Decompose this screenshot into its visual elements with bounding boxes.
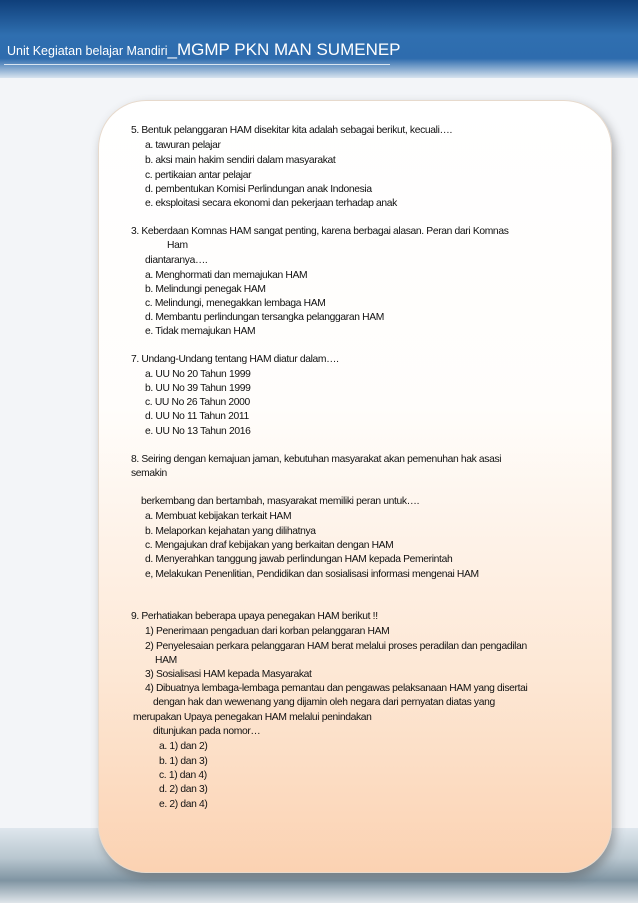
text-line: a. 1) dan 2) <box>159 741 208 752</box>
text-line: HAM <box>155 655 177 666</box>
text-line: a. UU No 20 Tahun 1999 <box>145 369 251 380</box>
text-line: c. Mengajukan draf kebijakan yang berkaitan dengan HAM <box>145 540 394 551</box>
text-line: a. Menghormati dan memajukan HAM <box>145 270 308 281</box>
text-line: 7. Undang-Undang tentang HAM diatur dalam…. <box>131 354 339 365</box>
header-title-small: Unit Kegiatan belajar Mandiri <box>7 44 168 58</box>
text-line: 9. Perhatiakan beberapa upaya penegakan HAM berikut !! <box>131 611 378 622</box>
text-line: b. 1) dan 3) <box>159 756 208 767</box>
text-line: semakin <box>131 468 167 479</box>
text-line: d. 2) dan 3) <box>159 784 208 795</box>
text-line: 8. Seiring dengan kemajuan jaman, kebutuhan masyarakat akan pemenuhan hak asasi <box>131 454 502 465</box>
text-line: c. UU No 26 Tahun 2000 <box>145 397 250 408</box>
text-line: d. Membantu perlindungan tersangka pelanggaran HAM <box>145 312 384 323</box>
text-line: berkembang dan bertambah, masyarakat memiliki peran untuk…. <box>141 496 420 507</box>
text-line: b. Melaporkan kejahatan yang dilihatnya <box>145 526 316 537</box>
text-line: b. UU No 39 Tahun 1999 <box>145 383 251 394</box>
text-line: 5. Bentuk pelanggaran HAM disekitar kita adalah sebagai berikut, kecuali…. <box>131 125 452 136</box>
text-line: 2) Penyelesaian perkara pelanggaran HAM berat melalui proses peradilan dan pengadilan <box>145 641 527 652</box>
text-line: a. Membuat kebijakan terkait HAM <box>145 511 292 522</box>
text-line: e. eksploitasi secara ekonomi dan pekerjaan terhadap anak <box>145 198 397 209</box>
text-line: d. Menyerahkan tanggung jawab perlindungan HAM kepada Pemerintah <box>145 554 453 565</box>
text-line: a. tawuran pelajar <box>145 140 221 151</box>
header-divider <box>4 64 390 65</box>
text-line: 4) Dibuatnya lembaga-lembaga pemantau dan pengawas pelaksanaan HAM yang disertai <box>145 683 528 694</box>
text-line: e. Tidak memajukan HAM <box>145 326 256 337</box>
text-line: e. UU No 13 Tahun 2016 <box>145 426 251 437</box>
header-title <box>7 40 401 60</box>
text-line: 3. Keberdaan Komnas HAM sangat penting, karena berbagai alasan. Peran dari Komnas <box>131 226 509 237</box>
page-header <box>0 0 638 78</box>
text-line: e. 2) dan 4) <box>159 799 208 810</box>
text-line: c. 1) dan 4) <box>159 770 207 781</box>
text-line: b. Melindungi penegak HAM <box>145 284 266 295</box>
text-line: d. pembentukan Komisi Perlindungan anak Indonesia <box>145 184 372 195</box>
text-line: dengan hak dan wewenang yang dijamin oleh negara dari pernyatan diatas yang <box>153 697 495 708</box>
text-line: ditunjukan pada nomor… <box>153 726 261 737</box>
text-line: c. Melindungi, menegakkan lembaga HAM <box>145 298 326 309</box>
text-line: b. aksi main hakim sendiri dalam masyarakat <box>145 155 336 166</box>
text-line: merupakan Upaya penegakan HAM melalui penindakan <box>133 712 372 723</box>
text-line: 1) Penerimaan pengaduan dari korban pelanggaran HAM <box>145 626 390 637</box>
text-line: Ham <box>167 240 188 251</box>
header-title-big: _MGMP PKN MAN SUMENEP <box>167 40 401 59</box>
text-line: diantaranya…. <box>145 255 208 266</box>
text-line: 3) Sosialisasi HAM kepada Masyarakat <box>145 669 312 680</box>
text-line: c. pertikaian antar pelajar <box>145 170 252 181</box>
text-line: e, Melakukan Penenlitian, Pendidikan dan sosialisasi informasi mengenai HAM <box>145 569 479 580</box>
text-line: d. UU No 11 Tahun 2011 <box>145 411 249 422</box>
